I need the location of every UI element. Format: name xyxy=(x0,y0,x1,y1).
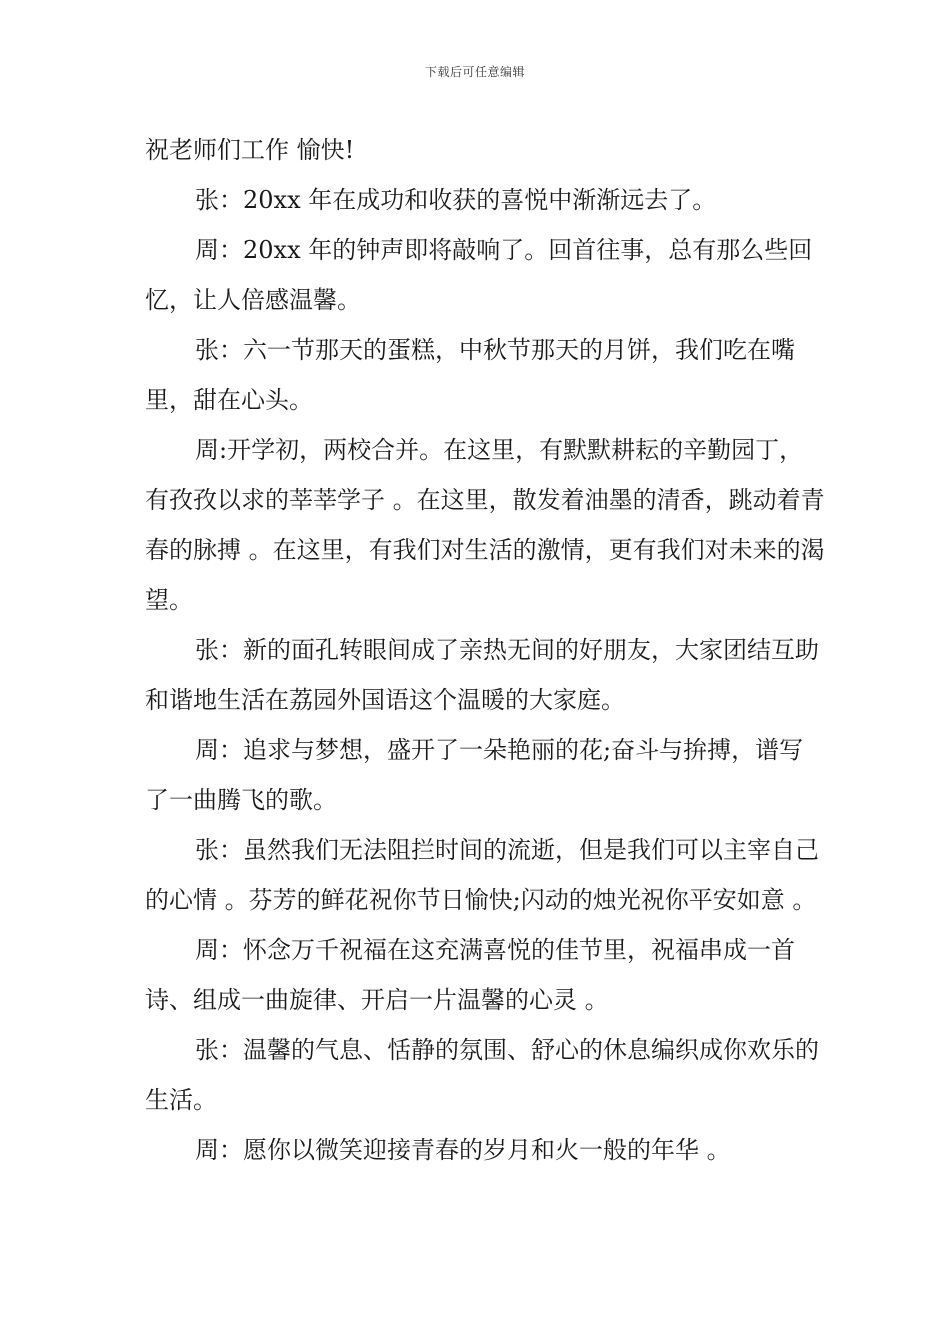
paragraph: 张：新的面孔转眼间成了亲热无间的好朋友，大家团结互助和谐地生活在荔园外国语这个温暖的大家庭。 xyxy=(145,636,819,714)
paragraph: 张：温馨的气息、恬静的氛围、舒心的休息编织成你欢乐的生活。 xyxy=(145,1036,819,1114)
paragraph: 张：20xx 年在成功和收获的喜悦中渐渐远去了。 xyxy=(195,186,717,214)
paragraph: 周：愿你以微笑迎接青春的岁月和火一般的年华 。 xyxy=(195,1136,731,1164)
paragraph: 周：20xx 年的钟声即将敲响了。回首往事，总有那么些回忆，让人倍感温馨。 xyxy=(145,236,813,314)
paragraph: 祝老师们工作 愉快! xyxy=(145,136,355,164)
paragraph: 周：怀念万千祝福在这充满喜悦的佳节里，祝福串成一首诗、组成一曲旋律、开启一片温馨的心灵 。 xyxy=(145,936,795,1014)
document-body xyxy=(145,125,825,1175)
paragraph: 张：虽然我们无法阻拦时间的流逝，但是我们可以主宰自己的心情 。芬芳的鲜花祝你节日愉快;闪动的烛光祝你平安如意 。 xyxy=(145,836,819,914)
paragraph: 张：六一节那天的蛋糕，中秋节那天的月饼，我们吃在嘴里，甜在心头。 xyxy=(145,336,795,414)
paragraph: 周:开学初，两校合并。在这里，有默默耕耘的辛勤园丁，有孜孜以求的莘莘学子 。在这里，散发着油墨的清香，跳动着青春的脉搏 。在这里，有我们对生活的激情，更有我们对未来的渴望。 xyxy=(145,436,825,614)
paragraph: 周：追求与梦想，盛开了一朵艳丽的花;奋斗与拚搏，谱写了一曲腾飞的歌。 xyxy=(145,736,804,814)
page-header: 下载后可任意编辑 xyxy=(424,65,525,79)
